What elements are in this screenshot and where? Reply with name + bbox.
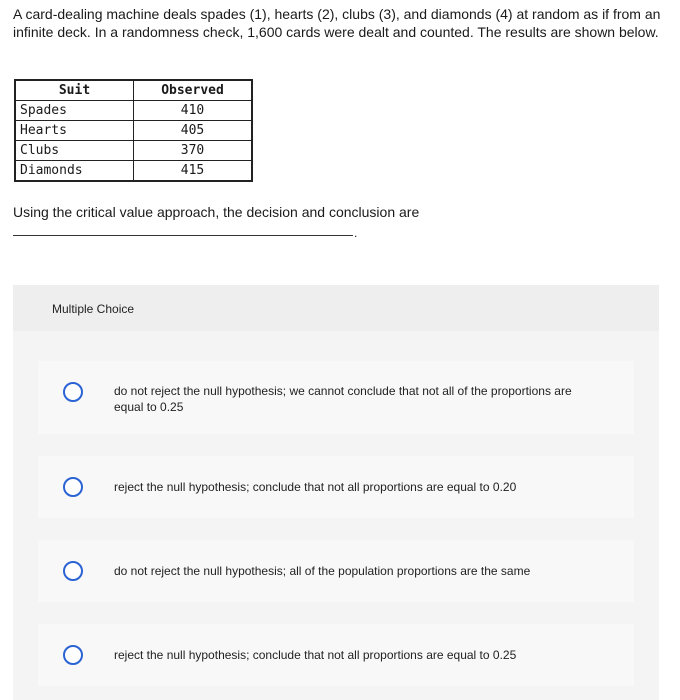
choice-label: do not reject the null hypothesis; all of the population proportions are the same [114, 564, 531, 578]
choice-option-1[interactable] [38, 361, 634, 434]
multiple-choice-header [13, 285, 659, 331]
radio-button-icon[interactable] [63, 645, 83, 665]
cell-observed: 415 [134, 161, 253, 182]
question-text: A card-dealing machine deals spades (1), hearts (2), clubs (3), and diamonds (4) at random as if from an infinite deck. In a randomness check, 1,600 cards were dealt and counted. The results are shown below. [13, 6, 661, 40]
cell-suit: Spades [15, 101, 134, 121]
cell-observed: 370 [134, 141, 253, 161]
table-row [15, 121, 252, 141]
multiple-choice-panel [13, 285, 659, 700]
header-observed: Observed [134, 80, 253, 101]
table-row [15, 161, 252, 182]
table-row [15, 141, 252, 161]
choice-label: reject the null hypothesis; conclude that not all proportions are equal to 0.25 [114, 648, 517, 662]
table-header-row [15, 80, 252, 101]
cell-suit: Diamonds [15, 161, 134, 182]
choice-option-2[interactable] [38, 456, 634, 518]
cell-observed: 405 [134, 121, 253, 141]
blank-period: . [354, 226, 358, 240]
choice-label: reject the null hypothesis; conclude that not all proportions are equal to 0.20 [114, 480, 517, 494]
header-suit: Suit [15, 80, 134, 101]
cell-suit: Clubs [15, 141, 134, 161]
choice-option-3[interactable] [38, 540, 634, 602]
cell-suit: Hearts [15, 121, 134, 141]
table-row [15, 101, 252, 121]
choice-option-4[interactable] [38, 624, 634, 686]
radio-button-icon[interactable] [63, 382, 83, 402]
cell-observed: 410 [134, 101, 253, 121]
prompt-text: Using the critical value approach, the decision and conclusion are [13, 204, 420, 220]
radio-button-icon[interactable] [63, 477, 83, 497]
choice-label: do not reject the null hypothesis; we cannot conclude that not all of the proportions are equal to 0.25 [114, 384, 572, 414]
multiple-choice-title: Multiple Choice [52, 302, 135, 316]
observed-table [14, 79, 253, 182]
radio-button-icon[interactable] [63, 561, 83, 581]
answer-blank [13, 235, 353, 236]
